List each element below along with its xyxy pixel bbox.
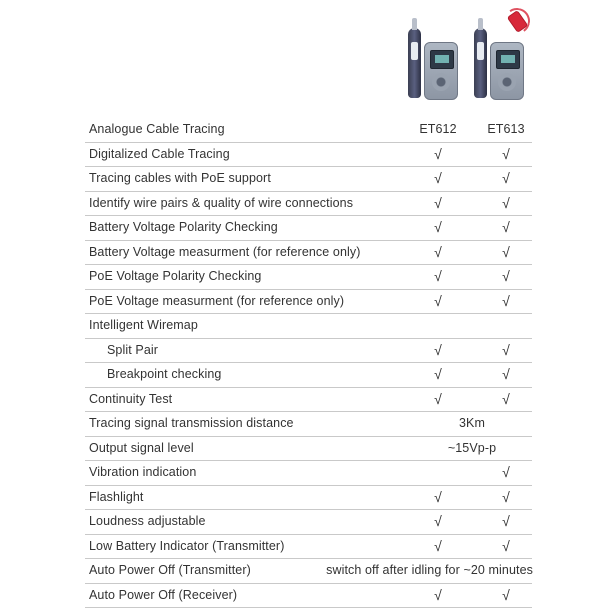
et613-product-image bbox=[470, 14, 532, 98]
table-row bbox=[85, 216, 532, 241]
table-row bbox=[85, 437, 532, 462]
table-row bbox=[85, 486, 532, 511]
et613-check-mark: √ bbox=[483, 143, 529, 167]
et613-check-mark: √ bbox=[483, 510, 529, 534]
table-header-row bbox=[85, 118, 532, 143]
feature-label: Tracing signal transmission distance bbox=[89, 412, 294, 436]
table-row bbox=[85, 559, 532, 584]
feature-label: Battery Voltage measurment (for reference only) bbox=[89, 241, 361, 265]
et613-check-mark: √ bbox=[483, 486, 529, 510]
probe-icon bbox=[474, 28, 487, 98]
et613-check-mark: √ bbox=[483, 265, 529, 289]
table-row bbox=[85, 143, 532, 168]
feature-label: Breakpoint checking bbox=[107, 363, 221, 387]
column-header-et613: ET613 bbox=[483, 118, 529, 142]
et612-check-mark: √ bbox=[415, 241, 461, 265]
table-row bbox=[85, 388, 532, 413]
receiver-keypad bbox=[498, 73, 516, 91]
feature-label: Analogue Cable Tracing bbox=[89, 118, 225, 142]
receiver-screen bbox=[496, 50, 520, 69]
feature-label: Digitalized Cable Tracing bbox=[89, 143, 230, 167]
receiver-icon bbox=[424, 42, 458, 100]
vibration-icon bbox=[506, 8, 528, 34]
et613-check-mark: √ bbox=[483, 216, 529, 240]
et613-check-mark: √ bbox=[483, 192, 529, 216]
table-row bbox=[85, 412, 532, 437]
et612-check-mark: √ bbox=[415, 290, 461, 314]
feature-label: Low Battery Indicator (Transmitter) bbox=[89, 535, 284, 559]
table-row bbox=[85, 510, 532, 535]
et612-check-mark: √ bbox=[415, 265, 461, 289]
table-row bbox=[85, 584, 532, 608]
et613-check-mark: √ bbox=[483, 339, 529, 363]
probe-icon bbox=[408, 28, 421, 98]
table-row bbox=[85, 535, 532, 560]
feature-label: Intelligent Wiremap bbox=[89, 314, 198, 338]
et613-check-mark: √ bbox=[483, 388, 529, 412]
et613-check-mark: √ bbox=[483, 167, 529, 191]
et612-check-mark: √ bbox=[415, 535, 461, 559]
et612-check-mark: √ bbox=[415, 216, 461, 240]
et612-check-mark: √ bbox=[415, 339, 461, 363]
table-row bbox=[85, 192, 532, 217]
table-body bbox=[85, 143, 532, 608]
et613-check-mark: √ bbox=[483, 290, 529, 314]
et613-check-mark: √ bbox=[483, 584, 529, 608]
et613-check-mark: √ bbox=[483, 363, 529, 387]
feature-label: Output signal level bbox=[89, 437, 194, 461]
feature-comparison-table bbox=[85, 118, 532, 608]
et612-check-mark: √ bbox=[415, 584, 461, 608]
et612-check-mark: √ bbox=[415, 363, 461, 387]
feature-label: Flashlight bbox=[89, 486, 144, 510]
table-row bbox=[85, 314, 532, 339]
feature-label: Split Pair bbox=[107, 339, 158, 363]
feature-label: Continuity Test bbox=[89, 388, 172, 412]
receiver-icon bbox=[490, 42, 524, 100]
et612-check-mark: √ bbox=[415, 143, 461, 167]
feature-label: Tracing cables with PoE support bbox=[89, 167, 271, 191]
feature-label: Identify wire pairs & quality of wire connections bbox=[89, 192, 353, 216]
et612-check-mark: √ bbox=[415, 510, 461, 534]
receiver-keypad bbox=[432, 73, 450, 91]
feature-label: Auto Power Off (Transmitter) bbox=[89, 559, 251, 583]
shared-value: 3Km bbox=[415, 412, 529, 436]
table-row bbox=[85, 290, 532, 315]
receiver-screen bbox=[430, 50, 454, 69]
et612-check-mark: √ bbox=[415, 388, 461, 412]
et612-check-mark: √ bbox=[415, 486, 461, 510]
table-row bbox=[85, 167, 532, 192]
shared-value: switch off after idling for ~20 minutes bbox=[309, 559, 533, 583]
column-header-et612: ET612 bbox=[415, 118, 461, 142]
table-row bbox=[85, 363, 532, 388]
feature-label: PoE Voltage measurment (for reference only) bbox=[89, 290, 344, 314]
et612-check-mark: √ bbox=[415, 167, 461, 191]
et612-product-image bbox=[404, 14, 466, 98]
feature-label: Auto Power Off (Receiver) bbox=[89, 584, 237, 608]
feature-label: PoE Voltage Polarity Checking bbox=[89, 265, 261, 289]
et612-check-mark: √ bbox=[415, 192, 461, 216]
feature-label: Battery Voltage Polarity Checking bbox=[89, 216, 278, 240]
feature-label: Vibration indication bbox=[89, 461, 196, 485]
et613-check-mark: √ bbox=[483, 535, 529, 559]
et613-check-mark: √ bbox=[483, 241, 529, 265]
feature-label: Loudness adjustable bbox=[89, 510, 206, 534]
table-row bbox=[85, 241, 532, 266]
et613-check-mark: √ bbox=[483, 461, 529, 485]
shared-value: ~15Vp-p bbox=[415, 437, 529, 461]
table-row bbox=[85, 461, 532, 486]
table-row bbox=[85, 265, 532, 290]
table-row bbox=[85, 339, 532, 364]
